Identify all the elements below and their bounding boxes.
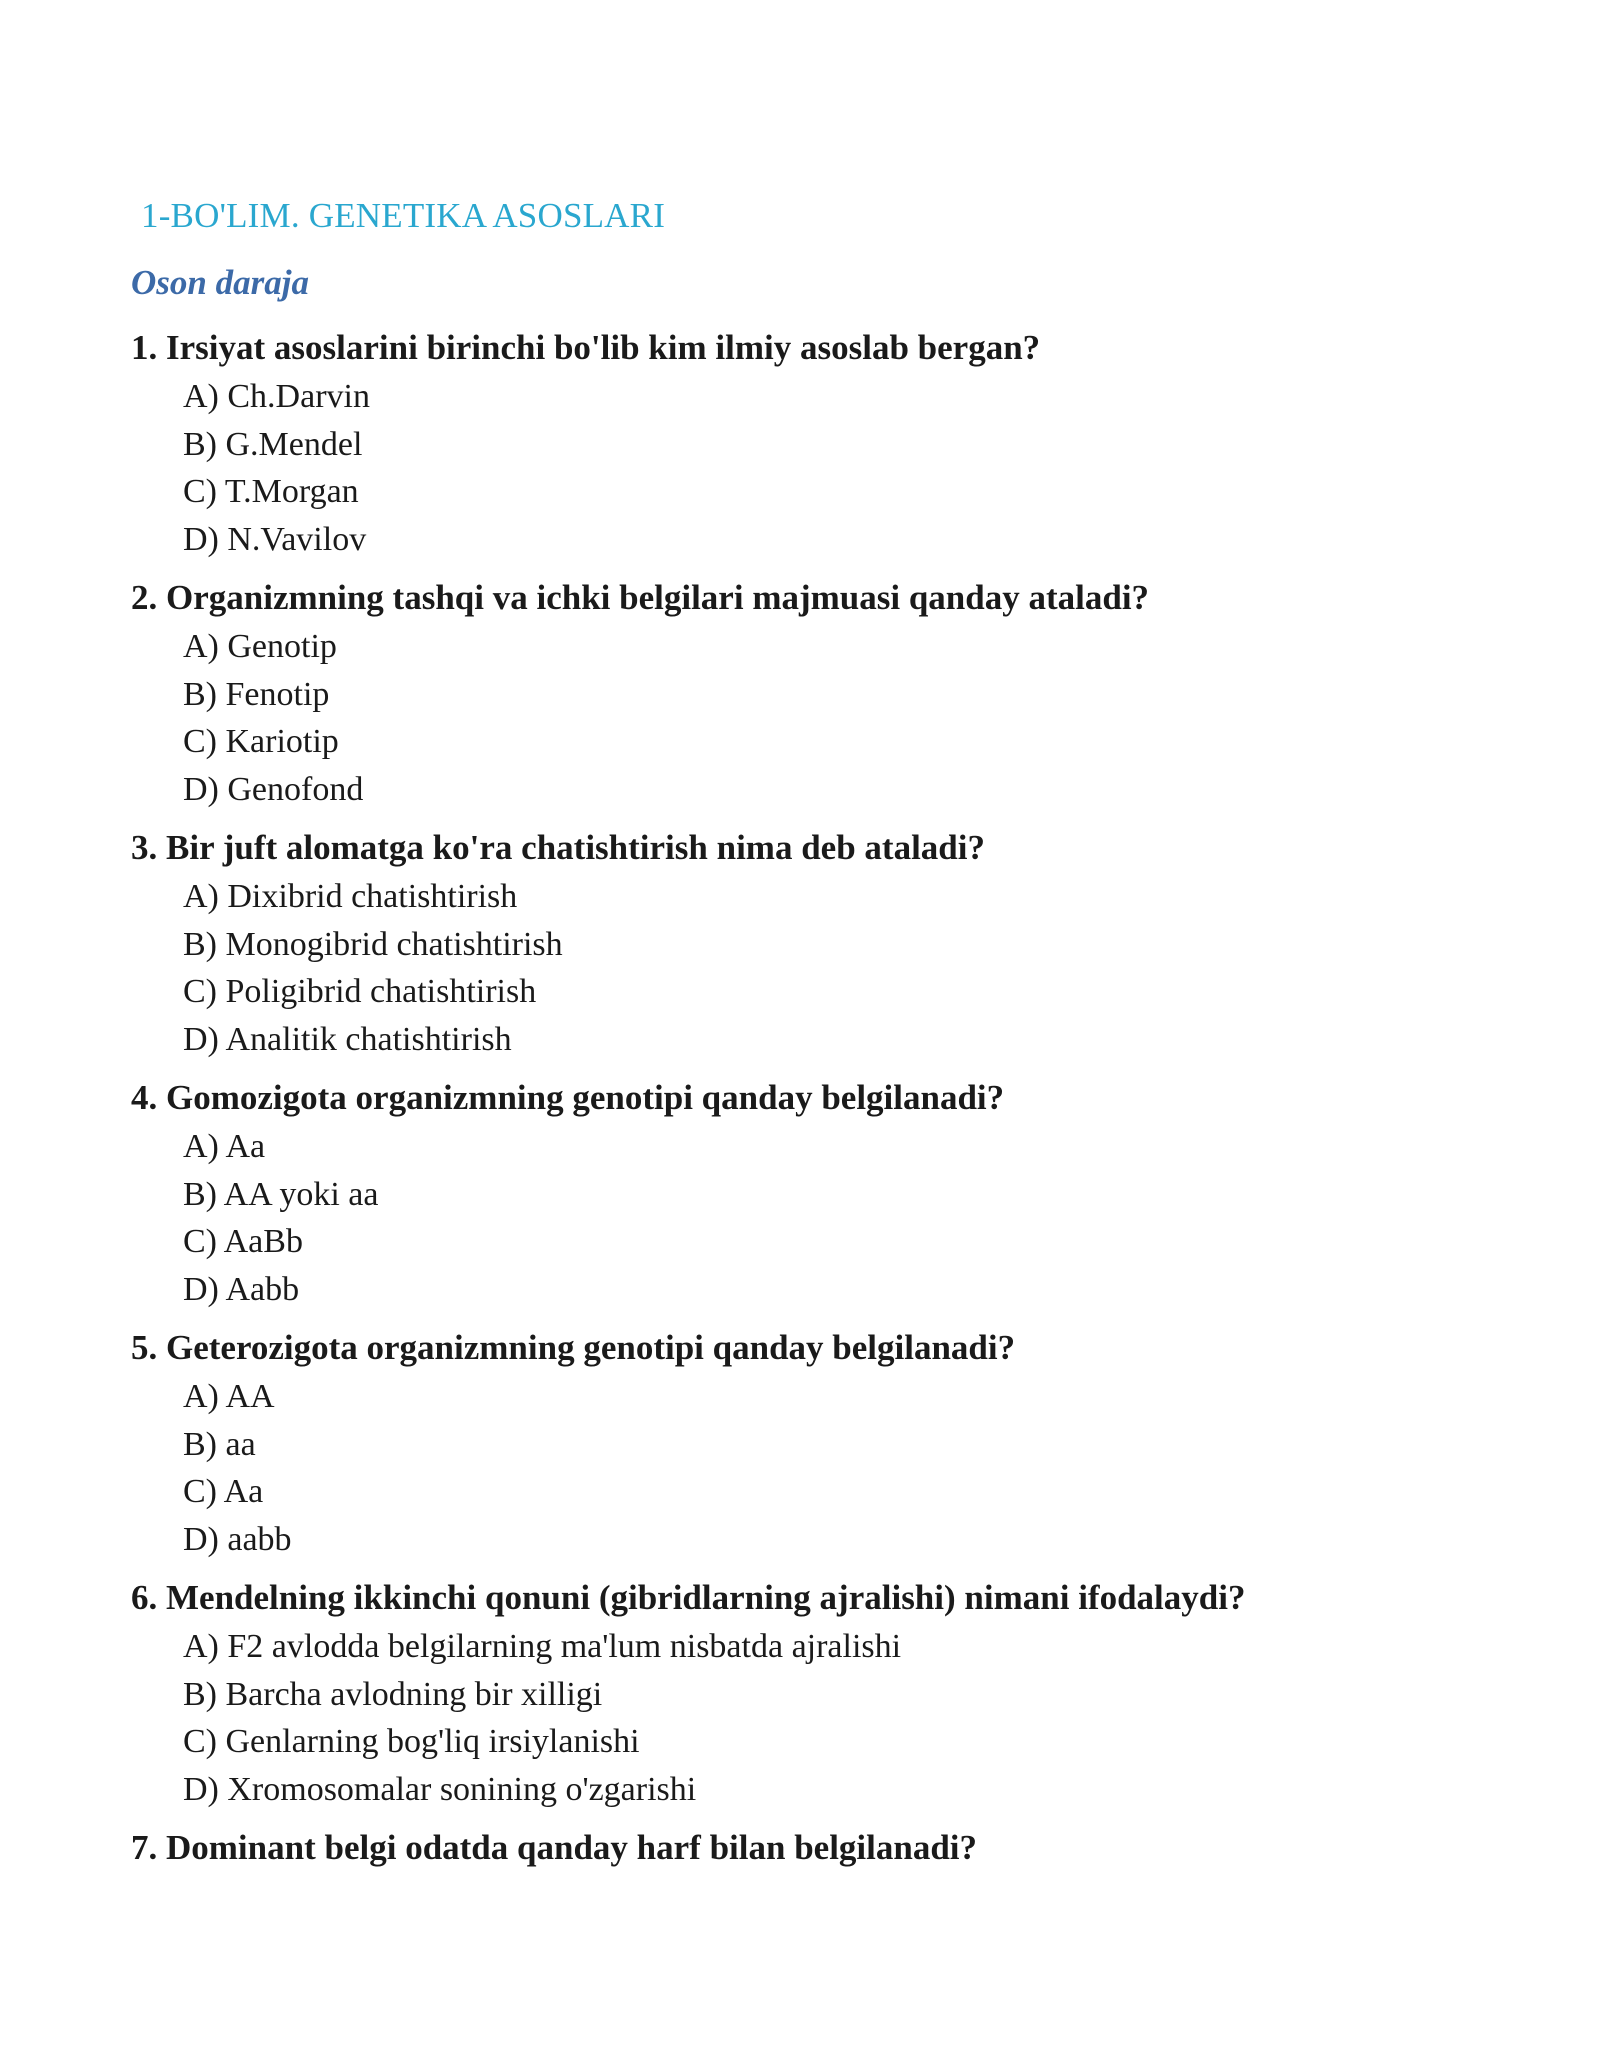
section-title: 1-BO'LIM. GENETIKA ASOSLARI bbox=[141, 196, 666, 235]
answer-option: D) Analitik chatishtirish bbox=[183, 1020, 512, 1058]
question-text: 5. Geterozigota organizmning genotipi qanday belgilanadi? bbox=[131, 1328, 1016, 1367]
answer-option: C) Genlarning bog'liq irsiylanishi bbox=[183, 1723, 640, 1760]
answer-option: C) Aa bbox=[183, 1473, 264, 1510]
question-item bbox=[131, 1323, 1531, 1563]
answer-option: D) N.Vavilov bbox=[183, 520, 367, 558]
answer-option: B) G.Mendel bbox=[183, 425, 363, 463]
answer-option: C) T.Morgan bbox=[183, 473, 359, 510]
answer-option: A) AA bbox=[183, 1378, 275, 1415]
question-text: 3. Bir juft alomatga ko'ra chatishtirish nima deb ataladi? bbox=[131, 828, 985, 867]
option-list bbox=[131, 1623, 1531, 1813]
answer-option: A) Genotip bbox=[183, 628, 337, 665]
question-text: 6. Mendelning ikkinchi qonuni (gibridlarning ajralishi) nimani ifodalaydi? bbox=[131, 1578, 1246, 1617]
answer-option: D) Aabb bbox=[183, 1270, 300, 1308]
option-list bbox=[131, 1123, 1531, 1313]
answer-option: D) aabb bbox=[183, 1520, 292, 1558]
answer-option: D) Genofond bbox=[183, 770, 364, 808]
answer-option: B) Fenotip bbox=[183, 675, 330, 713]
answer-option: A) F2 avlodda belgilarning ma'lum nisbatda ajralishi bbox=[183, 1628, 902, 1665]
question-text: 4. Gomozigota organizmning genotipi qanday belgilanadi? bbox=[131, 1078, 1005, 1117]
option-list bbox=[131, 1373, 1531, 1563]
option-list bbox=[131, 373, 1531, 563]
question-text: 7. Dominant belgi odatda qanday harf bilan belgilanadi? bbox=[131, 1828, 978, 1867]
answer-option: A) Dixibrid chatishtirish bbox=[183, 878, 518, 915]
answer-option: B) Barcha avlodning bir xilligi bbox=[183, 1675, 603, 1713]
question-item bbox=[131, 323, 1531, 563]
question-item bbox=[131, 1073, 1531, 1313]
option-list bbox=[131, 623, 1531, 813]
answer-option: B) AA yoki aa bbox=[183, 1175, 379, 1213]
answer-option: A) Ch.Darvin bbox=[183, 378, 370, 415]
answer-option: A) Aa bbox=[183, 1128, 266, 1165]
answer-option: B) Monogibrid chatishtirish bbox=[183, 925, 563, 963]
difficulty-level: Oson daraja bbox=[131, 263, 309, 302]
answer-option: B) aa bbox=[183, 1425, 256, 1463]
answer-option: C) Kariotip bbox=[183, 723, 339, 760]
question-text: 2. Organizmning tashqi va ichki belgilari majmuasi qanday ataladi? bbox=[131, 578, 1150, 617]
answer-option: D) Xromosomalar sonining o'zgarishi bbox=[183, 1770, 697, 1808]
question-list bbox=[131, 323, 1531, 1883]
question-item bbox=[131, 1573, 1531, 1813]
question-item bbox=[131, 573, 1531, 813]
question-item bbox=[131, 1823, 1531, 1873]
question-item bbox=[131, 823, 1531, 1063]
answer-option: C) Poligibrid chatishtirish bbox=[183, 973, 537, 1010]
answer-option: C) AaBb bbox=[183, 1223, 303, 1260]
option-list bbox=[131, 873, 1531, 1063]
question-text: 1. Irsiyat asoslarini birinchi bo'lib kim ilmiy asoslab bergan? bbox=[131, 328, 1041, 367]
